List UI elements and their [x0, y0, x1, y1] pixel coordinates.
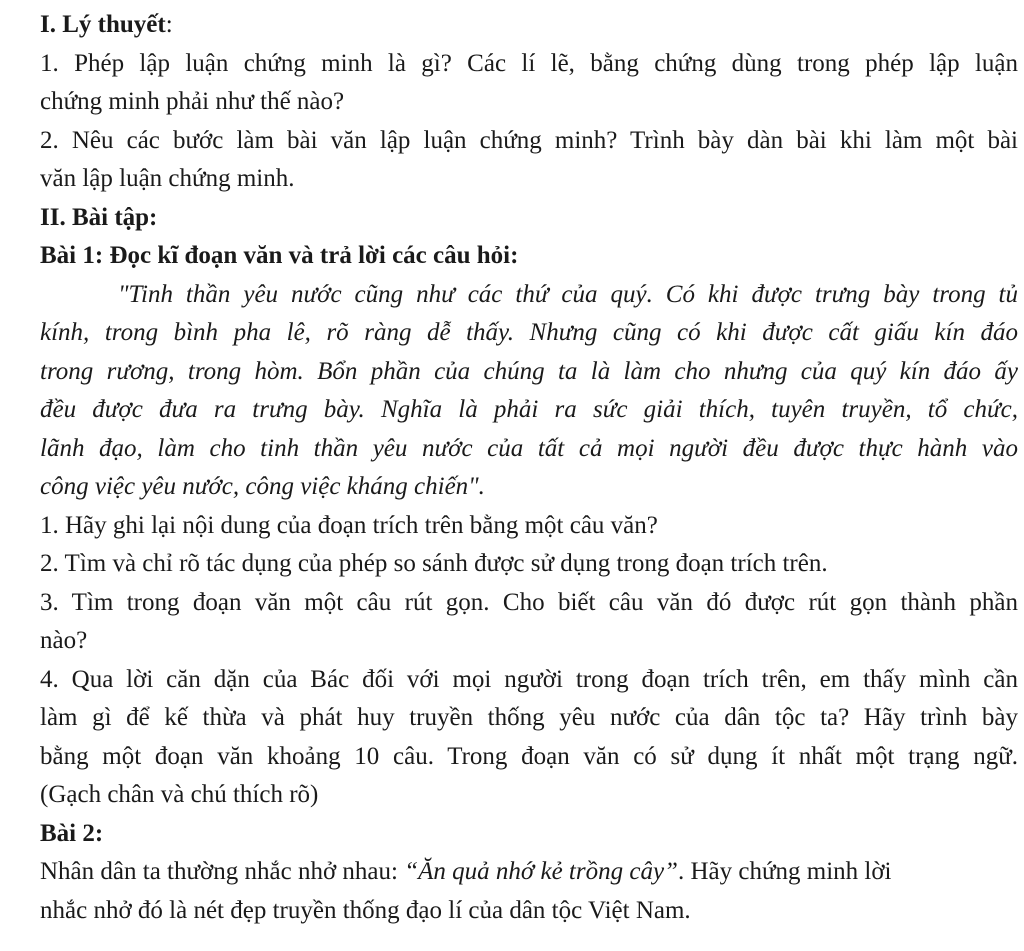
section-2-heading: II. Bài tập:: [40, 203, 158, 231]
exercise-2-prompt-continuation: . Hãy chứng minh lời: [677, 858, 892, 885]
exercise-2-proverb: “Ăn quả nhớ kẻ trồng cây”: [404, 858, 678, 885]
theory-question-1-line-2: chứng minh phải như thế nào?: [40, 88, 345, 115]
exercise-1-question-3-line-1: 3. Tìm trong đoạn văn một câu rút gọn. Cho biết câu văn đó được rút gọn thành phần: [40, 588, 1018, 616]
exercise-1-title: Bài 1: Đọc kĩ đoạn văn và trả lời các câu hỏi:: [40, 242, 519, 269]
quote-line: "Tinh thần yêu nước cũng như các thứ của quý. Có khi được trưng bày trong tủ: [118, 280, 1018, 308]
exercise-2-line-1: [40, 853, 1022, 892]
exercise-1-question-4-line-3: bằng một đoạn văn khoảng 10 câu. Trong đoạn văn có sử dụng ít nhất một trạng ngữ.: [40, 742, 1018, 770]
exercise-1-question-2: 2. Tìm và chỉ rõ tác dụng của phép so sánh được sử dụng trong đoạn trích trên.: [40, 550, 828, 577]
quote-line: lãnh đạo, làm cho tinh thần yêu nước của tất cả mọi người đều được thực hành vào: [40, 434, 1018, 462]
exercise-1-question-4-line-4: (Gạch chân và chú thích rõ): [40, 781, 319, 808]
document-page: [40, 6, 1022, 930]
exercise-1-question-1: 1. Hãy ghi lại nội dung của đoạn trích trên bằng một câu văn?: [40, 511, 658, 539]
exercise-2-title: Bài 2:: [40, 819, 104, 847]
theory-question-2-line-2: văn lập luận chứng minh.: [40, 165, 295, 192]
quote-line: trong rương, trong hòm. Bổn phần của chúng ta là làm cho nhưng của quý kín đáo ấy: [40, 357, 1018, 385]
theory-question-2-line-1: 2. Nêu các bước làm bài văn lập luận chứng minh? Trình bày dàn bài khi làm một bài: [40, 126, 1018, 154]
quote-line: kính, trong bình pha lê, rõ ràng dễ thấy. Nhưng cũng có khi được cất giấu kín đáo: [40, 319, 1018, 346]
theory-question-1-line-1: 1. Phép lập luận chứng minh là gì? Các lí lẽ, bằng chứng dùng trong phép lập luận: [40, 49, 1018, 77]
exercise-2-prompt-text: Nhân dân ta thường nhắc nhở nhau:: [40, 858, 405, 885]
section-1-heading: [40, 6, 1022, 45]
section-1-colon: :: [165, 11, 173, 38]
quote-line: công việc yêu nước, công việc kháng chiến".: [40, 473, 485, 500]
exercise-1-question-4-line-2: làm gì để kế thừa và phát huy truyền thống yêu nước của dân tộc ta? Hãy trình bày: [40, 704, 1018, 731]
exercise-2-line-2: nhắc nhở đó là nét đẹp truyền thống đạo lí của dân tộc Việt Nam.: [40, 896, 691, 924]
exercise-1-question-4-line-1: 4. Qua lời căn dặn của Bác đối với mọi người trong đoạn trích trên, em thấy mình cần: [40, 665, 1018, 693]
section-1-number: I.: [40, 11, 56, 38]
section-1-title: Lý thuyết: [62, 11, 166, 38]
quote-line: đều được đưa ra trưng bày. Nghĩa là phải ra sức giải thích, tuyên truyền, tổ chức,: [40, 396, 1018, 423]
exercise-1-question-3-line-2: nào?: [40, 627, 88, 654]
